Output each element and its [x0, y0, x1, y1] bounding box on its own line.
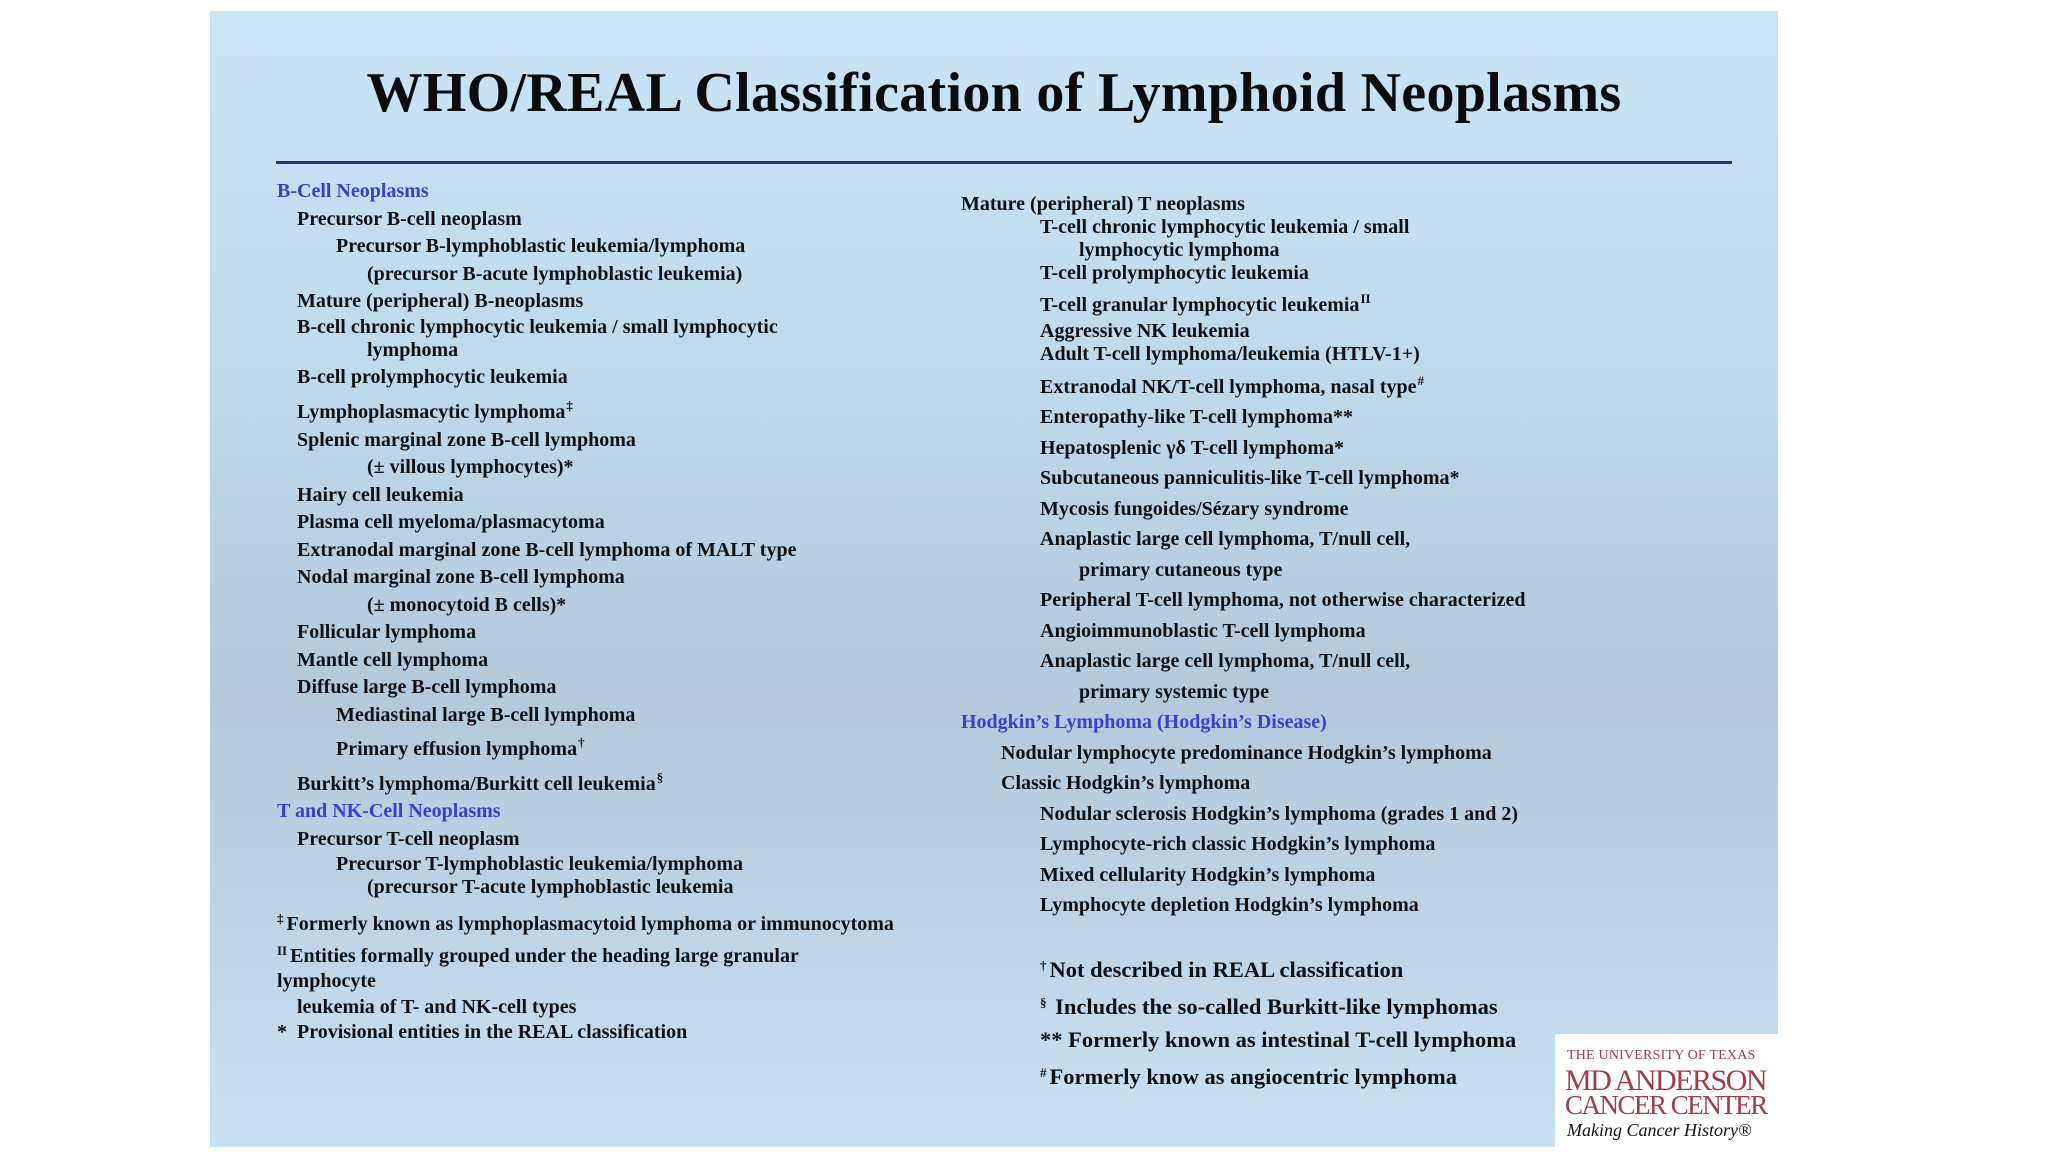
left-column — [277, 178, 977, 899]
footnote-text: Provisional entities in the REAL classification — [297, 1021, 688, 1043]
list-item: (± monocytoid B cells)* — [367, 593, 567, 616]
section-heading-b-cell: B-Cell Neoplasms — [277, 180, 429, 202]
footnote-mark: † — [578, 735, 585, 750]
footnote — [1040, 986, 1516, 1023]
list-item: Subcutaneous panniculitis-like T-cell lymphoma* — [1040, 467, 1460, 489]
footnote-text: Formerly known as intestinal T-cell lymphoma — [1068, 1027, 1517, 1052]
item-text: Extranodal NK/T-cell lymphoma, nasal type — [1040, 375, 1417, 398]
list-item: primary cutaneous type — [1079, 558, 1283, 581]
right-column — [961, 193, 1761, 921]
footnote-continuation: lymphocyte — [277, 970, 376, 992]
list-item: Plasma cell myeloma/plasmacytoma — [297, 511, 605, 533]
list-item: Mature (peripheral) T neoplasms — [961, 193, 1245, 215]
footnote-mark: * — [277, 1021, 287, 1043]
logo-cancer-center-text: CANCER CENTER — [1565, 1090, 1767, 1120]
list-item: Enteropathy-like T-cell lymphoma** — [1040, 406, 1353, 428]
list-item: primary systemic type — [1079, 680, 1269, 703]
footnote — [1040, 949, 1516, 986]
footnote-text: Entities formally grouped under the heading large granular — [290, 944, 799, 967]
list-item: Lymphocyte-rich classic Hodgkin’s lymphoma — [1040, 833, 1436, 855]
logo-tagline: Making Cancer History® — [1567, 1120, 1752, 1140]
list-item: (± villous lymphocytes)* — [367, 456, 574, 478]
footnote — [277, 1020, 894, 1046]
list-item: Mycosis fungoides/Sézary syndrome — [1040, 497, 1349, 520]
footnote-mark: § — [656, 769, 664, 785]
list-item: Precursor T-cell neoplasm — [297, 827, 520, 850]
footnote — [277, 906, 894, 938]
list-item: Follicular lymphoma — [297, 621, 477, 643]
footnote-mark: † — [1040, 958, 1047, 973]
list-item: Extranodal marginal zone B-cell lymphoma of MALT type — [297, 538, 797, 561]
list-item: B-cell prolymphocytic leukemia — [297, 365, 568, 388]
list-item — [961, 285, 1761, 320]
list-item: Hepatosplenic γδ T-cell lymphoma* — [1040, 436, 1345, 459]
footnote-text: Includes the so-called Burkitt-like lymphomas — [1055, 994, 1498, 1019]
list-item: Angioimmunoblastic T-cell lymphoma — [1040, 619, 1366, 642]
list-item: Peripheral T-cell lymphoma, not otherwise characterized — [1040, 589, 1526, 611]
item-text: Burkitt’s lymphoma/Burkitt cell leukemia — [297, 772, 656, 795]
footnote — [1040, 1056, 1516, 1093]
list-item: Mature (peripheral) B-neoplasms — [297, 290, 584, 312]
list-item: T-cell chronic lymphocytic leukemia / small — [1040, 216, 1410, 238]
footnote-mark: # — [1040, 1065, 1047, 1080]
footnote-mark: # — [1417, 372, 1425, 388]
list-item: Hairy cell leukemia — [297, 483, 464, 506]
footnote — [277, 938, 894, 970]
list-item: (precursor T-acute lymphoblastic leukemia — [367, 876, 734, 898]
slide-title: WHO/REAL Classification of Lymphoid Neoplasms — [366, 62, 1622, 124]
list-item: Anaplastic large cell lymphoma, T/null cell, — [1040, 528, 1411, 550]
list-item: Mixed cellularity Hodgkin’s lymphoma — [1040, 863, 1376, 886]
list-item: Nodal marginal zone B-cell lymphoma — [297, 566, 625, 588]
list-item: Splenic marginal zone B-cell lymphoma — [297, 428, 636, 451]
list-item: lymphoma — [367, 338, 459, 361]
logo-university-text: THE UNIVERSITY OF TEXAS — [1567, 1048, 1756, 1063]
slide — [210, 11, 1778, 1147]
title-divider — [276, 161, 1732, 164]
list-item: B-cell chronic lymphocytic leukemia / small lymphocytic — [297, 315, 778, 338]
item-text: Lymphoplasmacytic lymphoma — [297, 401, 566, 423]
list-item — [277, 764, 977, 799]
footnote-continuation: leukemia of T- and NK-cell types — [297, 995, 577, 1018]
right-footnotes — [1040, 949, 1516, 1093]
item-text: Primary effusion lymphoma — [336, 738, 578, 760]
list-item: Nodular sclerosis Hodgkin’s lymphoma (grades 1 and 2) — [1040, 802, 1519, 825]
list-item — [961, 366, 1761, 403]
list-item: Anaplastic large cell lymphoma, T/null cell, — [1040, 650, 1411, 672]
footnote-text: Not described in REAL classification — [1049, 957, 1404, 982]
md-anderson-logo — [1555, 1034, 1778, 1147]
section-heading-t-nk-cell: T and NK-Cell Neoplasms — [277, 800, 501, 822]
footnote-mark: ‡ — [566, 398, 573, 413]
list-item: Aggressive NK leukemia — [1040, 319, 1250, 342]
footnote — [1040, 1023, 1516, 1056]
list-item: Lymphocyte depletion Hodgkin’s lymphoma — [1040, 894, 1419, 916]
list-item — [277, 729, 977, 764]
list-item: Precursor B-lymphoblastic leukemia/lymphoma — [336, 235, 746, 257]
footnote-text: Formerly know as angiocentric lymphoma — [1049, 1064, 1457, 1089]
footnote-mark: § — [1040, 995, 1047, 1010]
footnote-mark: ‡ — [277, 911, 284, 926]
list-item: Classic Hodgkin’s lymphoma — [1001, 772, 1251, 794]
list-item: Mantle cell lymphoma — [297, 648, 489, 671]
footnote-text: Formerly known as lymphoplasmacytoid lymphoma or immunocytoma — [286, 913, 894, 935]
list-item: T-cell prolymphocytic leukemia — [1040, 262, 1309, 284]
list-item — [277, 392, 977, 427]
list-item: Precursor T-lymphoblastic leukemia/lymphoma — [336, 853, 744, 875]
footnote-mark: II — [277, 942, 288, 958]
list-item: Nodular lymphocyte predominance Hodgkin’s lymphoma — [1001, 741, 1492, 764]
list-item: lymphocytic lymphoma — [1079, 239, 1280, 261]
logo-md-anderson-text: MD ANDERSON — [1565, 1064, 1767, 1097]
list-item: Adult T-cell lymphoma/leukemia (HTLV-1+) — [1040, 342, 1420, 365]
list-item: Mediastinal large B-cell lymphoma — [336, 703, 636, 726]
list-item: Precursor B-cell neoplasm — [297, 207, 522, 230]
section-heading-hodgkin: Hodgkin’s Lymphoma (Hodgkin’s Disease) — [961, 711, 1327, 733]
footnote-mark: II — [1360, 291, 1371, 306]
left-footnotes — [277, 906, 894, 1046]
footnote-mark: ** — [1040, 1027, 1063, 1052]
item-text: T-cell granular lymphocytic leukemia — [1040, 294, 1360, 316]
list-item: Diffuse large B-cell lymphoma — [297, 676, 557, 698]
list-item: (precursor B-acute lymphoblastic leukemia) — [367, 262, 743, 285]
